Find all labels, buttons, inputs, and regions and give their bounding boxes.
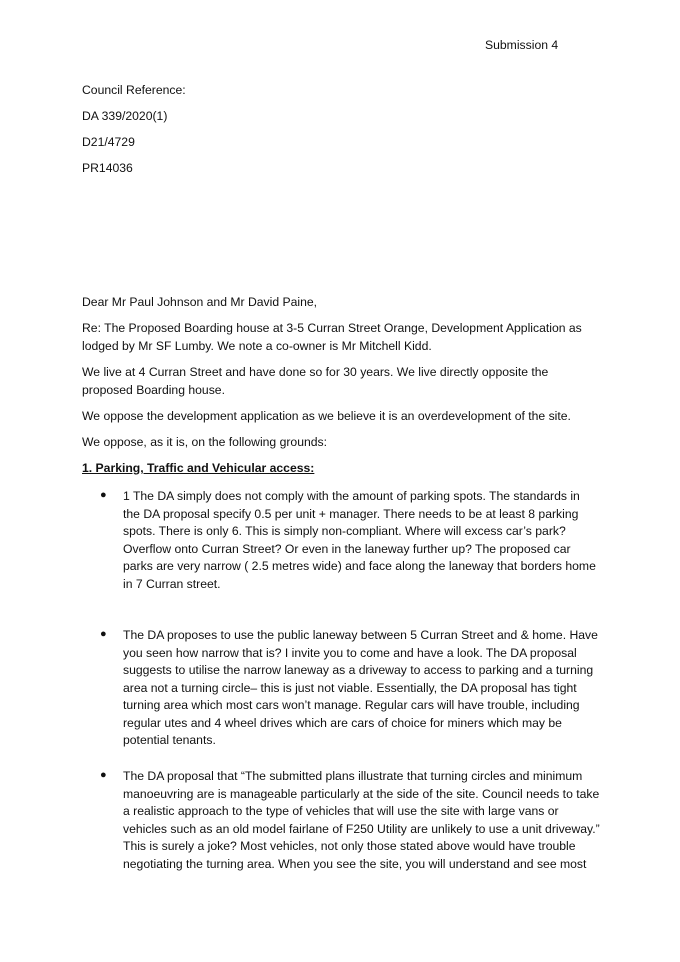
section-heading-parking: 1. Parking, Traffic and Vehicular access: bbox=[82, 461, 315, 475]
reference-da: DA 339/2020(1) bbox=[82, 109, 168, 123]
reference-pr: PR14036 bbox=[82, 161, 133, 175]
re-line: Re: The Proposed Boarding house at 3-5 Curran Street Orange, Development Application as lodged by Mr SF Lumby. We note a co-owner is Mr Mitchell Kidd. bbox=[82, 321, 582, 353]
salutation: Dear Mr Paul Johnson and Mr David Paine, bbox=[82, 295, 318, 309]
paragraph-residence: We live at 4 Curran Street and have done so for 30 years. We live directly opposite the proposed Boarding house. bbox=[82, 365, 549, 397]
bullet-laneway: The DA proposes to use the public laneway between 5 Curran Street and & home. Have you seen how narrow that is? I invite you to come and have a look. The DA proposal suggests to utilise the narrow laneway as a driveway to access to parking and a turning area not a turning circle– this is just not viable. Essentially, the DA proposal has tight turning area which most cars won’t manage. Regular cars will have trouble, including regular utes and 4 wheel drives which are cars of choice for miners which may be potential tenants. bbox=[123, 628, 598, 747]
bullet-marker: ● bbox=[100, 628, 107, 640]
bullet-turning-circles: The DA proposal that “The submitted plans illustrate that turning circles and minimum manoeuvring are is manageable particularly at the side of the site. Council needs to take a realistic approach to the type of vehicles that will use the site with large vans or vehicles such as an old model fairlane of F250 Utility are unlikely to use a unit driveway.” This is surely a joke? Most vehicles, not only those stated above would have trouble negotiating the turning area. When you see the site, you will understand and see most bbox=[123, 769, 600, 871]
bullet-marker: ● bbox=[100, 489, 107, 501]
bullet-marker: ● bbox=[100, 769, 107, 781]
council-reference-label: Council Reference: bbox=[82, 83, 186, 97]
bullet-parking-compliance: 1 The DA simply does not comply with the amount of parking spots. The standards in the DA proposal specify 0.5 per unit + manager. There needs to be at least 8 parking spots. There is only 6. This is simply non-compliant. Where will excess car’s park? Overflow onto Curran Street? Or even in the laneway further up? The proposed car parks are very narrow ( 2.5 metres wide) and face along the laneway that borders home in 7 Curran street. bbox=[123, 489, 596, 591]
paragraph-grounds: We oppose, as it is, on the following grounds: bbox=[82, 435, 328, 449]
submission-label: Submission 4 bbox=[485, 38, 559, 52]
reference-d: D21/4729 bbox=[82, 135, 135, 149]
paragraph-overdevelopment: We oppose the development application as we believe it is an overdevelopment of the site. bbox=[82, 409, 571, 423]
